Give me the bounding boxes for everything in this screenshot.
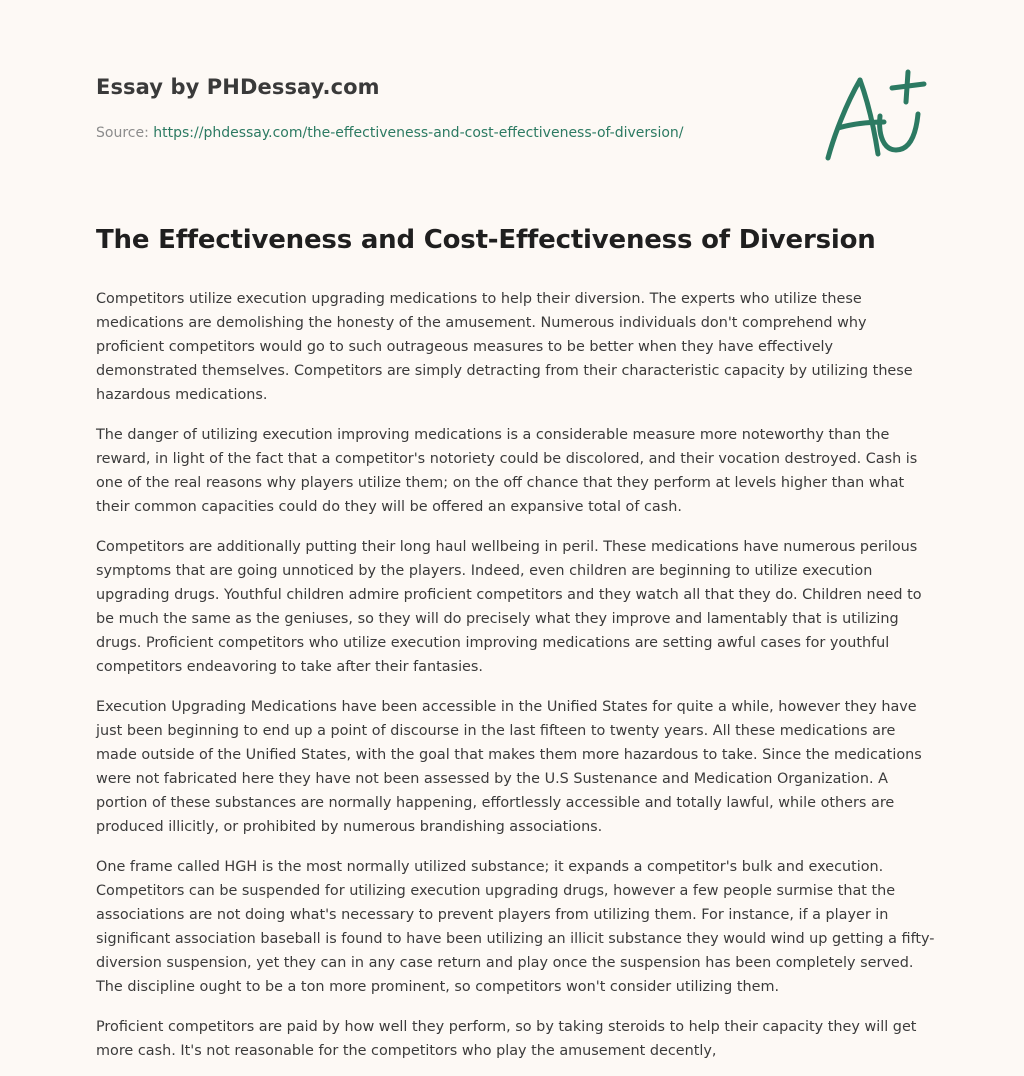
source-line bbox=[96, 125, 684, 141]
essay-paragraph: Competitors utilize execution upgrading medications to help their diversion. The experts who utilize these medications are demolishing the honesty of the amusement. Numerous individuals don't comprehend why proficient competitors would go to such outrageous measures to be better when they have effectively demonstrated themselves. Competitors are simply detracting from their characteristic capacity by utilizing these hazardous medications. bbox=[96, 291, 913, 403]
source-label: Source: bbox=[96, 125, 149, 141]
site-brand: Essay by PHDessay.com bbox=[96, 75, 380, 99]
essay-paragraph: Proficient competitors are paid by how well they perform, so by taking steroids to help their capacity they will get more cash. It's not reasonable for the competitors who play the amusement decently, bbox=[96, 1019, 917, 1059]
essay-paragraph: One frame called HGH is the most normally utilized substance; it expands a competitor's bulk and execution. Competitors can be suspended for utilizing execution upgrading drugs, however a few people surmise that the associations are not doing what's necessary to prevent players from utilizing them. For instance, if a player in significant association baseball is found to have been utilizing an illicit substance they would wind up getting a fifty-diversion suspension, yet they can in any case return and play once the suspension has been completely served. The discipline ought to be a ton more prominent, so competitors won't consider utilizing them. bbox=[96, 859, 935, 995]
source-link[interactable]: https://phdessay.com/the-effectiveness-and-cost-effectiveness-of-diversion/ bbox=[153, 125, 684, 141]
essay-body bbox=[96, 287, 936, 1076]
essay-paragraph: The danger of utilizing execution improving medications is a considerable measure more noteworthy than the reward, in light of the fact that a competitor's notoriety could be discolored, and their vocation destroyed. Cash is one of the real reasons why players utilize them; on the off chance that they perform at levels higher than what their common capacities could do they will be offered an expansive total of cash. bbox=[96, 427, 918, 515]
a-plus-logo-icon bbox=[816, 66, 932, 166]
essay-paragraph: Competitors are additionally putting their long haul wellbeing in peril. These medications have numerous perilous symptoms that are going unnoticed by the players. Indeed, even children are beginning to utilize execution upgrading drugs. Youthful children admire proficient competitors and they watch all that they do. Children need to be much the same as the geniuses, so they will do precisely what they improve and lamentably that is utilizing drugs. Proficient competitors who utilize execution improving medications are setting awful cases for youthful competitors endeavoring to take after their fantasies. bbox=[96, 539, 922, 675]
essay-title: The Effectiveness and Cost-Effectiveness of Diversion bbox=[96, 225, 876, 255]
essay-paragraph: Execution Upgrading Medications have been accessible in the Unified States for quite a while, however they have just been beginning to end up a point of discourse in the last fifteen to twenty years. All these medications are made outside of the Unified States, with the goal that makes them more hazardous to take. Since the medications were not fabricated here they have not been assessed by the U.S Sustenance and Medication Organization. A portion of these substances are normally happening, effortlessly accessible and totally lawful, while others are produced illicitly, or prohibited by numerous brandishing associations. bbox=[96, 699, 922, 835]
